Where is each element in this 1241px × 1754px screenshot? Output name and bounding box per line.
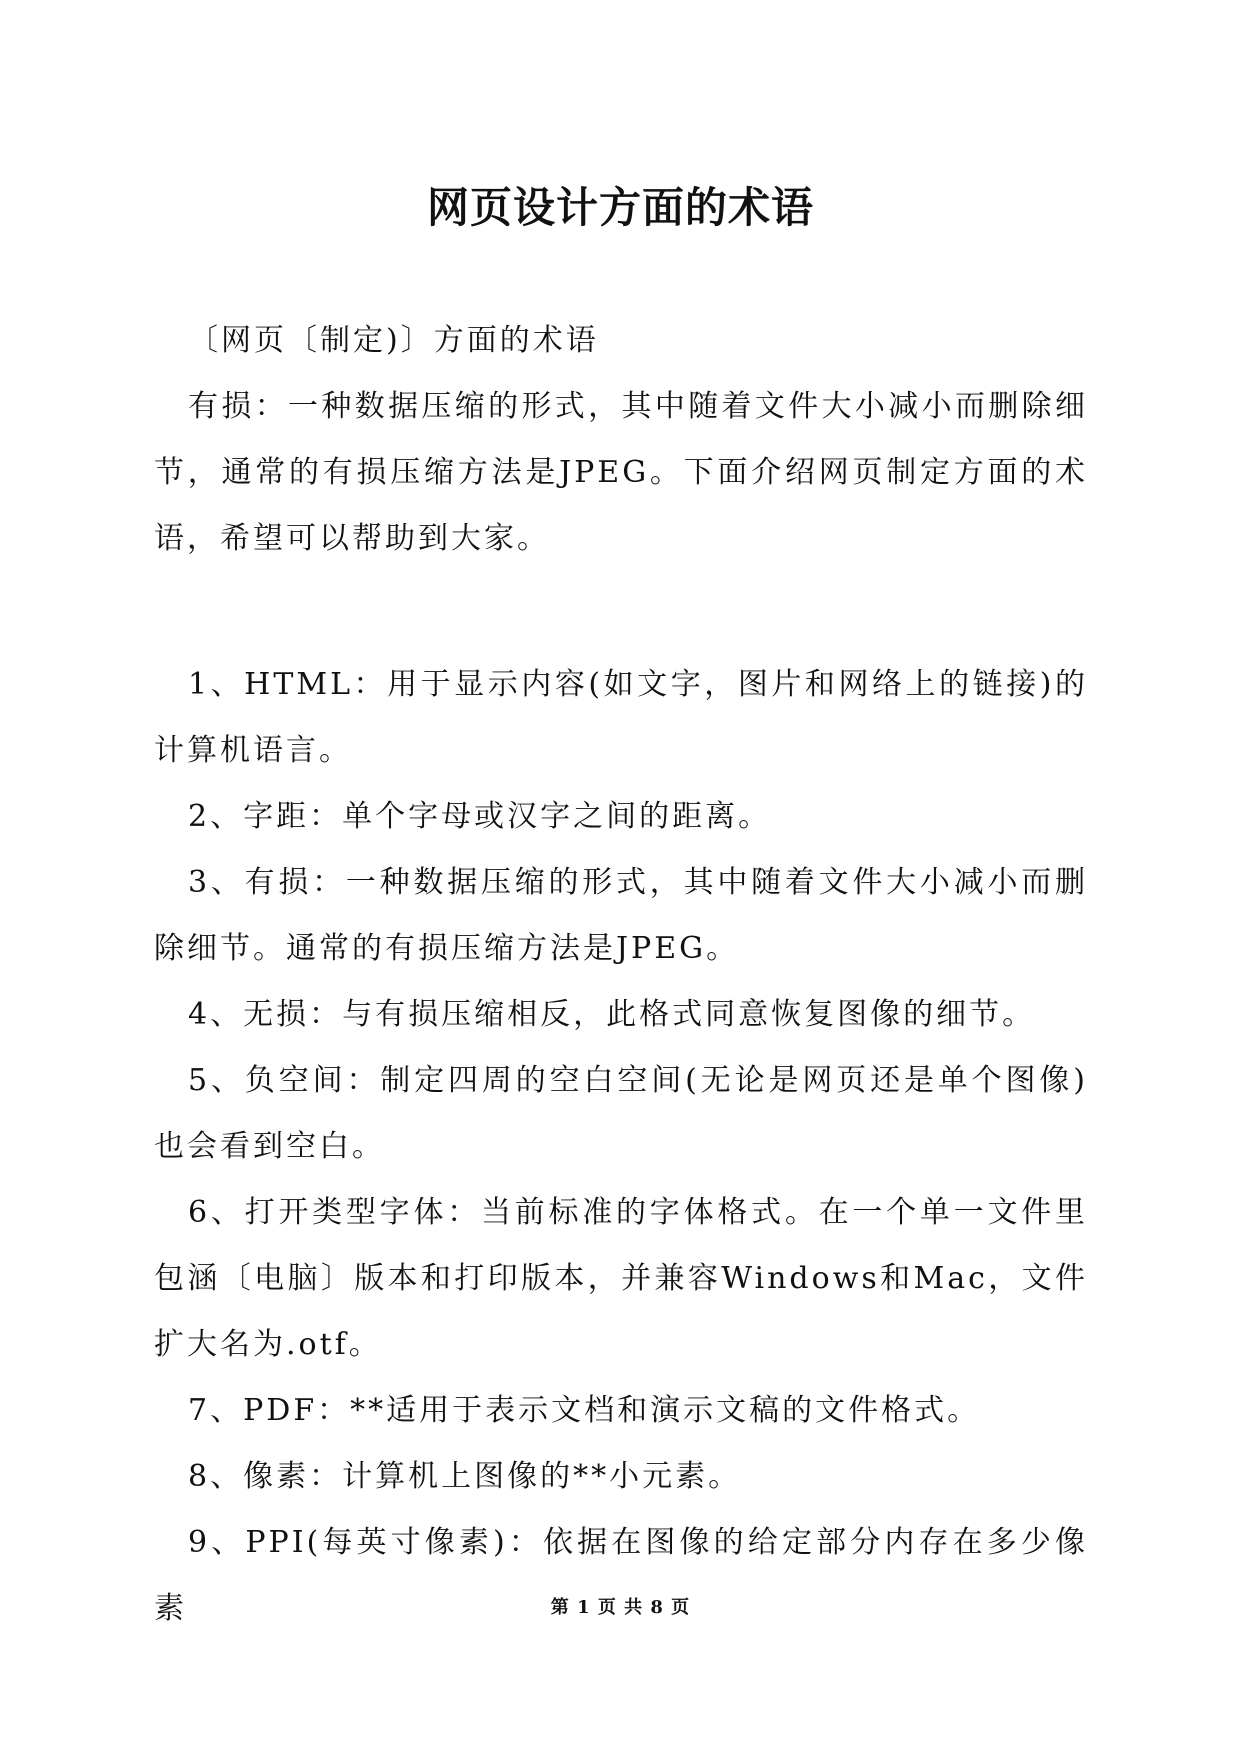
- term-item: 5、负空间：制定四周的空白空间(无论是网页还是单个图像)也会看到空白。: [154, 1063, 1088, 1164]
- term-item: 3、有损：一种数据压缩的形式，其中随着文件大小减小而删除细节。通常的有损压缩方法是JPEG。: [154, 865, 1088, 966]
- term-item: 6、打开类型字体：当前标准的字体格式。在一个单一文件里包涵〔电脑〕版本和打印版本，并兼容Windows和Mac，文件扩大名为.otf。: [154, 1195, 1088, 1362]
- intro-paragraph: 有损：一种数据压缩的形式，其中随着文件大小减小而删除细节，通常的有损压缩方法是JPEG。下面介绍网页制定方面的术语，希望可以帮助到大家。: [154, 389, 1088, 556]
- page-footer: 第 1 页 共 8 页: [550, 1597, 691, 1618]
- term-item: 2、字距：单个字母或汉字之间的距离。: [188, 799, 772, 834]
- term-item: 9、PPI(每英寸像素)：依据在图像的给定部分内存在多少像素: [154, 1525, 1088, 1626]
- term-item: 8、像素：计算机上图像的**小元素。: [188, 1459, 742, 1494]
- term-item: 1、HTML：用于显示内容(如文字，图片和网络上的链接)的计算机语言。: [154, 667, 1088, 768]
- subtitle-paragraph: 〔网页〔制定)〕方面的术语: [188, 323, 599, 358]
- term-item: 7、PDF：**适用于表示文档和演示文稿的文件格式。: [188, 1393, 981, 1428]
- document-title: 网页设计方面的术语: [426, 183, 814, 232]
- document-body: [154, 308, 1088, 1642]
- term-item: 4、无损：与有损压缩相反，此格式同意恢复图像的细节。: [188, 997, 1036, 1032]
